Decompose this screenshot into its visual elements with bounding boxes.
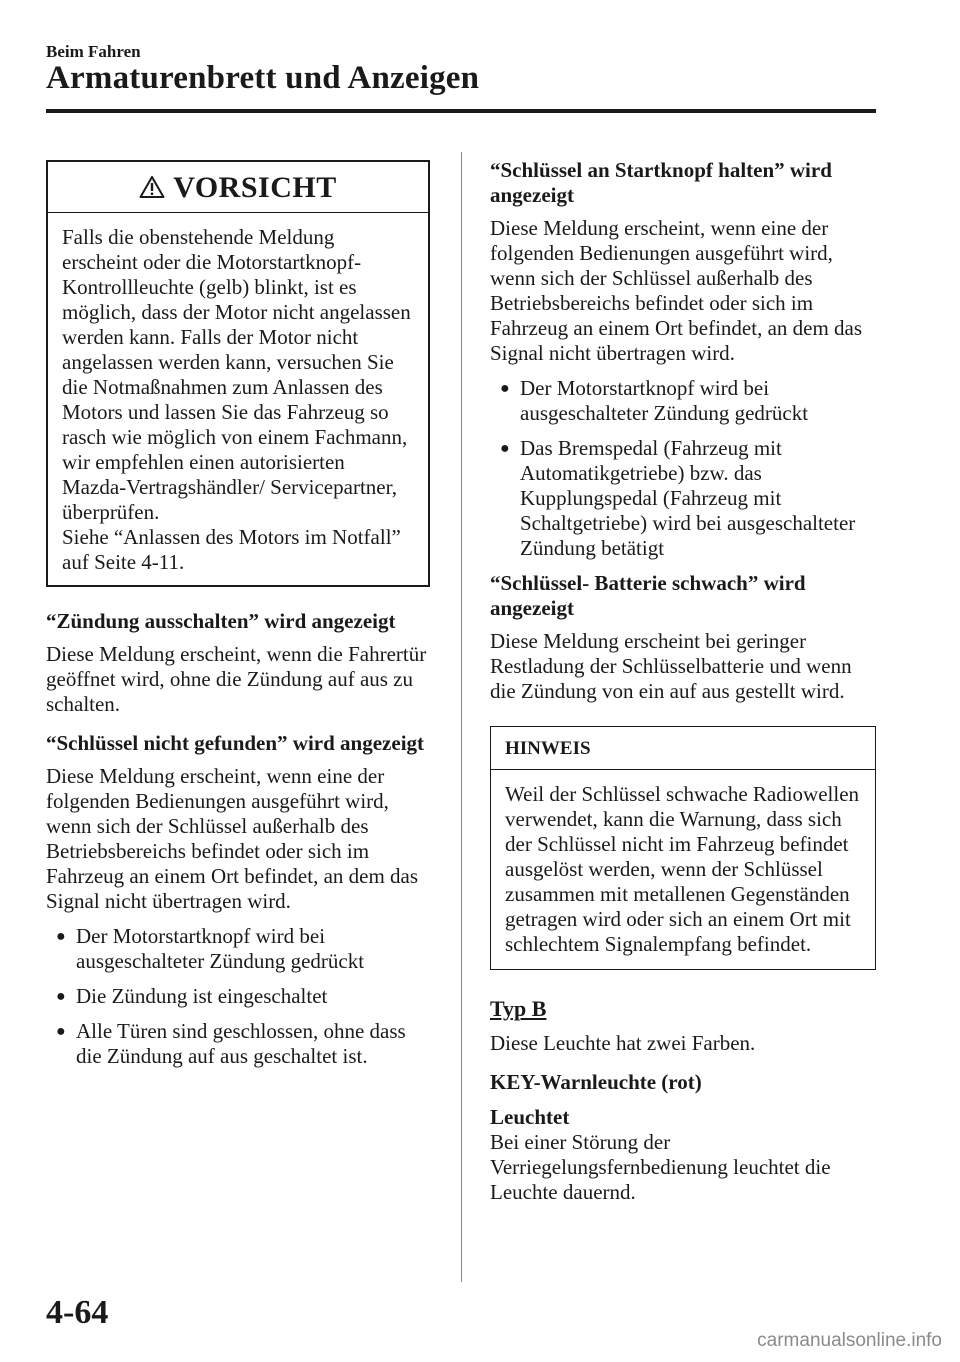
caution-body — [48, 213, 428, 585]
list-item — [46, 924, 430, 974]
note-box — [490, 726, 876, 970]
bullet-icon: ● — [500, 380, 510, 397]
column-divider — [461, 152, 462, 1282]
heading-schluessel-an-startknopf: “Schlüssel an Startknopf halten” wird angezeigt — [490, 158, 832, 207]
paragraph: Bei einer Störung der Verriegelungsfernbedienung leuchtet die Leuchte dauernd. — [490, 1130, 831, 1204]
bullet-icon: ● — [56, 988, 66, 1005]
list-item-text: Das Bremspedal (Fahrzeug mit Automatikgetriebe) bzw. das Kupplungspedal (Fahrzeug mit Schaltgetriebe) wird bei ausgeschalteter Zündung betätigt — [520, 436, 856, 560]
paragraph: Diese Meldung erscheint, wenn eine der folgenden Bedienungen ausgeführt wird, wenn sich der Schlüssel außerhalb des Betriebsbereichs befindet oder sich im Fahrzeug an einem Ort befindet, an dem das Signal nicht übertragen wird. — [46, 764, 419, 913]
note-body: Weil der Schlüssel schwache Radiowellen verwendet, kann die Warnung, dass sich der Schlüssel nicht im Fahrzeug befindet ausgelöst werden, wenn der Schlüssel zusammen mit metallenen Gegenständen getragen wird oder sich an einem Ort mit schlechtem Signalempfang befindet. — [505, 782, 860, 956]
heading-schluessel-nicht-gefunden: “Schlüssel nicht gefunden” wird angezeigt — [46, 731, 425, 755]
type-heading: Typ B — [490, 996, 547, 1021]
page-title: Armaturenbrett und Anzeigen — [46, 60, 480, 96]
heading-key-warnleuchte: KEY-Warnleuchte (rot) — [490, 1070, 702, 1094]
caution-box — [46, 160, 430, 587]
right-column — [490, 158, 876, 1205]
bullet-icon: ● — [56, 1023, 66, 1040]
list-item — [46, 1019, 430, 1069]
heading-batterie-schwach: “Schlüssel- Batterie schwach” wird angezeigt — [490, 571, 806, 620]
heading-zuendung-ausschalten: “Zündung ausschalten” wird angezeigt — [46, 609, 396, 633]
list-item — [490, 436, 876, 561]
paragraph: Diese Leuchte hat zwei Farben. — [490, 1031, 756, 1055]
subheading-leuchtet: Leuchtet — [490, 1105, 570, 1129]
bullet-icon: ● — [56, 928, 66, 945]
list-item-text: Der Motorstartknopf wird bei ausgeschalteter Zündung gedrückt — [520, 376, 809, 425]
list-item-text: Der Motorstartknopf wird bei ausgeschalteter Zündung gedrückt — [76, 924, 365, 973]
note-header: HINWEIS — [491, 727, 875, 770]
bullet-list — [46, 924, 430, 1069]
watermark: carmanualsonline.info — [757, 1330, 942, 1351]
caution-header — [48, 162, 428, 213]
bullet-icon: ● — [500, 440, 510, 457]
paragraph: Diese Meldung erscheint, wenn die Fahrertür geöffnet wird, ohne die Zündung auf aus zu schalten. — [46, 642, 427, 716]
list-item — [490, 376, 876, 426]
paragraph: Diese Meldung erscheint bei geringer Restladung der Schlüsselbatterie und wenn die Zündung von ein auf aus gestellt wird. — [490, 629, 852, 703]
warning-triangle-icon — [139, 175, 165, 199]
paragraph: Diese Meldung erscheint, wenn eine der folgenden Bedienungen ausgeführt wird, wenn sich der Schlüssel außerhalb des Betriebsbereichs befindet oder sich im Fahrzeug an einem Ort befindet, an dem das Signal nicht übertragen wird. — [490, 216, 863, 365]
header-section: Beim Fahren — [46, 42, 141, 61]
bullet-list — [490, 376, 876, 561]
caution-reference: Siehe “Anlassen des Motors im Notfall” auf Seite 4-11. — [62, 525, 401, 574]
list-item-text: Die Zündung ist eingeschaltet — [76, 984, 328, 1008]
caution-text: Falls die obenstehende Meldung erscheint oder die Motorstartknopf-Kontrollleuchte (gelb) blinkt, ist es möglich, dass der Motor nicht angelassen werden kann. Falls der Motor nicht angelassen werden kann, versuchen Sie die Notmaßnahmen zum Anlassen des Motors und lassen Sie das Fahrzeug so rasch wie möglich von einem Fachmann, wir empfehlen einen autorisierten Mazda-Vertragshändler/ Servicepartner, überprüfen. — [62, 225, 411, 524]
header-rule — [46, 109, 876, 113]
page-number: 4-64 — [46, 1294, 109, 1331]
left-column — [46, 160, 430, 1079]
list-item-text: Alle Türen sind geschlossen, ohne dass die Zündung auf aus geschaltet ist. — [76, 1019, 406, 1068]
caution-title: VORSICHT — [173, 170, 337, 204]
list-item — [46, 984, 430, 1009]
